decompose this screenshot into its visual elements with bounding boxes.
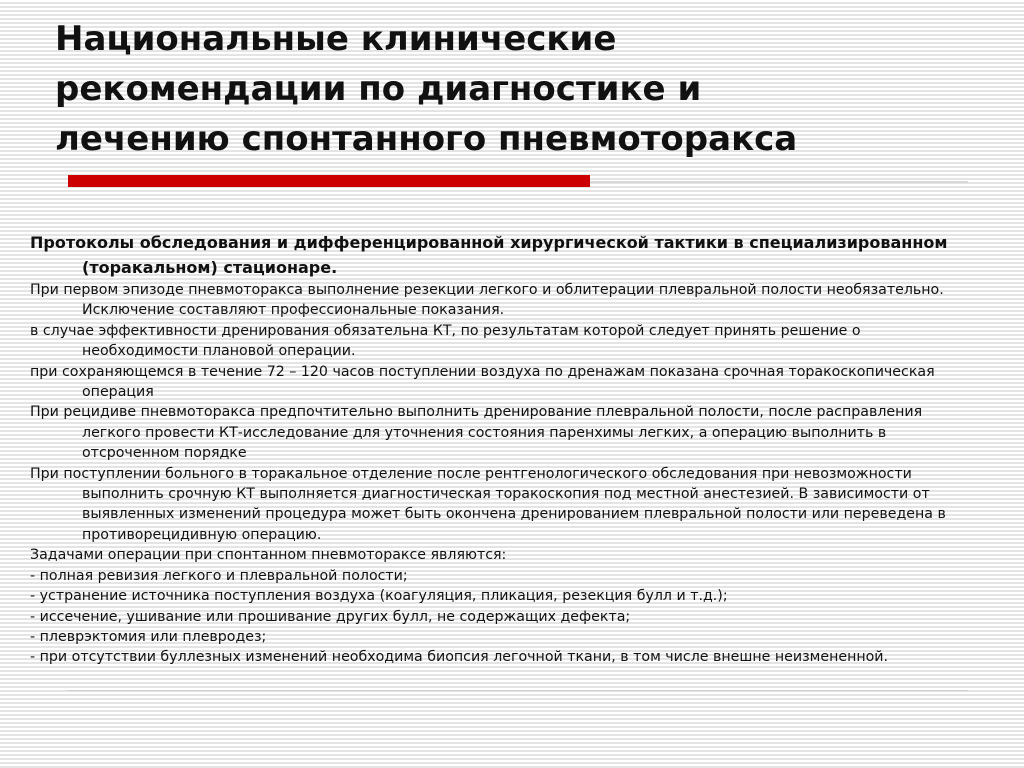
title-accent-bar: [68, 175, 590, 187]
list-item: - иссечение, ушивание или прошивание других булл, не содержащих дефекта;: [30, 608, 631, 625]
list-item: - устранение источника поступления воздуха (коагуляция, пликация, резекция булл и т.д.);: [30, 588, 728, 605]
body-paragraph-persistent-air: при сохраняющемся в течение 72 – 120 часов поступлении воздуха по дренажам показана срочная торакоскопическая операция: [30, 363, 935, 401]
slide-body: [30, 230, 975, 668]
title-accent-line: [590, 181, 968, 183]
slide-title: [55, 14, 995, 164]
body-paragraph-tasks-intro: Задачами операции при спонтанном пневмотораксе являются:: [30, 547, 507, 564]
body-heading: Протоколы обследования и дифференцированной хирургической тактики в специализированном (торакальном) стационаре.: [30, 233, 948, 277]
slide-title-line-1: Национальные клинические: [55, 19, 617, 59]
list-item: - при отсутствии буллезных изменений необходима биопсия легочной ткани, в том числе внешне неизмененной.: [30, 649, 889, 666]
body-paragraph-relapse: При рецидиве пневмоторакса предпочтительно выполнить дренирование плевральной полости, после расправления легкого провести КТ-исследование для уточнения состояния паренхимы легких, а операцию выполнить в отсроченном порядке: [30, 404, 923, 462]
list-item: - полная ревизия легкого и плевральной полости;: [30, 567, 408, 584]
slide-title-line-2: рекомендации по диагностике и: [55, 69, 702, 109]
body-paragraph-drainage-ct: в случае эффективности дренирования обязательна КТ, по результатам которой следует принять решение о необходимости плановой операции.: [30, 322, 861, 360]
body-paragraph-first-episode: При первом эпизоде пневмоторакса выполнение резекции легкого и облитерации плевральной полости необязательно. Исключение составляют профессиональные показания.: [30, 282, 944, 319]
body-paragraph-admission: При поступлении больного в торакальное отделение после рентгенологического обследования при невозможности выполнить срочную КТ выполняется диагностическая торакоскопия под местной анестезией. В зависимости от выявленных изменений процедура может быть окончена дренированием плевральной полости или переведена в противорецидивную операцию.: [30, 465, 946, 543]
footer-divider: [68, 690, 968, 691]
slide-title-line-3: лечению спонтанного пневмоторакса: [55, 119, 798, 159]
list-item: - плеврэктомия или плевродез;: [30, 628, 267, 645]
